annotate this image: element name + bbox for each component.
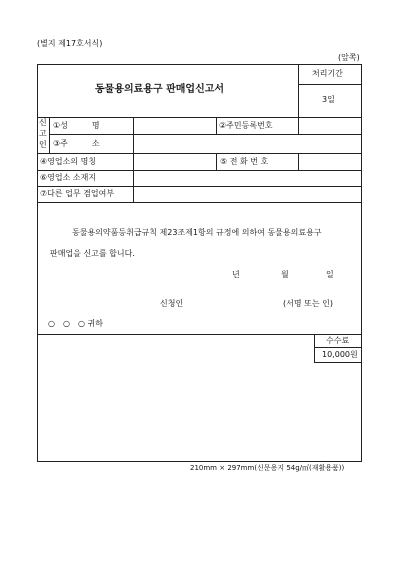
- fee-divider: [314, 347, 362, 348]
- form-number: (별지 제17호서식): [37, 39, 103, 48]
- business-location-label: ⑥영업소 소재지: [40, 173, 97, 182]
- other-business-label: ⑦다른 업무 겸업여부: [40, 189, 115, 198]
- rrn-label: ②주민등록번호: [219, 121, 273, 130]
- addressee: ○ ○ ○ 귀하: [48, 319, 103, 328]
- other-business-field[interactable]: [134, 187, 361, 201]
- date-year-label: 년: [232, 270, 240, 279]
- applicant-label-char-3: 인: [39, 140, 47, 149]
- applicant-signature-label: 신청인: [160, 299, 184, 308]
- business-name-label: ④영업소의 명칭: [40, 157, 97, 166]
- applicant-label-char-2: 고: [39, 129, 47, 138]
- name-field[interactable]: [134, 118, 215, 133]
- phone-left-line: [216, 153, 217, 170]
- applicant-label-char-1: 신: [39, 118, 47, 127]
- processing-divider: [298, 84, 362, 85]
- statement-line-1: 동물용의약품등취급규칙 제23조제1항의 규정에 의하여 동물용의료용구: [72, 228, 322, 237]
- page-side-label: (앞쪽): [338, 53, 360, 62]
- name-label: ①성 명: [53, 121, 100, 130]
- address-label: ③주 소: [53, 139, 100, 148]
- row-divider-5: [37, 202, 362, 203]
- date-day-label: 일: [326, 270, 334, 279]
- business-name-field[interactable]: [134, 154, 215, 169]
- processing-column-line: [298, 64, 299, 117]
- processing-period-label: 처리기간: [312, 69, 343, 78]
- phone-label: ⑤ 전 화 번 호: [220, 157, 269, 166]
- phone-field[interactable]: [299, 154, 361, 169]
- processing-period-value: 3일: [322, 95, 335, 104]
- statement-line-2: 판매업을 신고를 합니다.: [50, 249, 135, 258]
- fee-label: 수수료: [326, 336, 350, 345]
- fee-bottom: [314, 362, 362, 363]
- signature-hint: (서명 또는 인): [283, 299, 333, 308]
- fee-value: 10,000원: [322, 350, 358, 359]
- applicant-column-line: [49, 117, 50, 153]
- form-title: 동물용의료용구 판매업신고서: [95, 84, 225, 95]
- address-field[interactable]: [134, 135, 361, 152]
- business-location-field[interactable]: [134, 171, 361, 185]
- paper-spec: 210mm × 297mm(신문용지 54g/㎡(재활용품)): [190, 464, 345, 472]
- fee-left-line: [314, 334, 315, 362]
- rrn-left-line: [216, 117, 217, 134]
- date-month-label: 월: [281, 270, 289, 279]
- signature-field[interactable]: [200, 293, 280, 309]
- rrn-field[interactable]: [299, 118, 361, 133]
